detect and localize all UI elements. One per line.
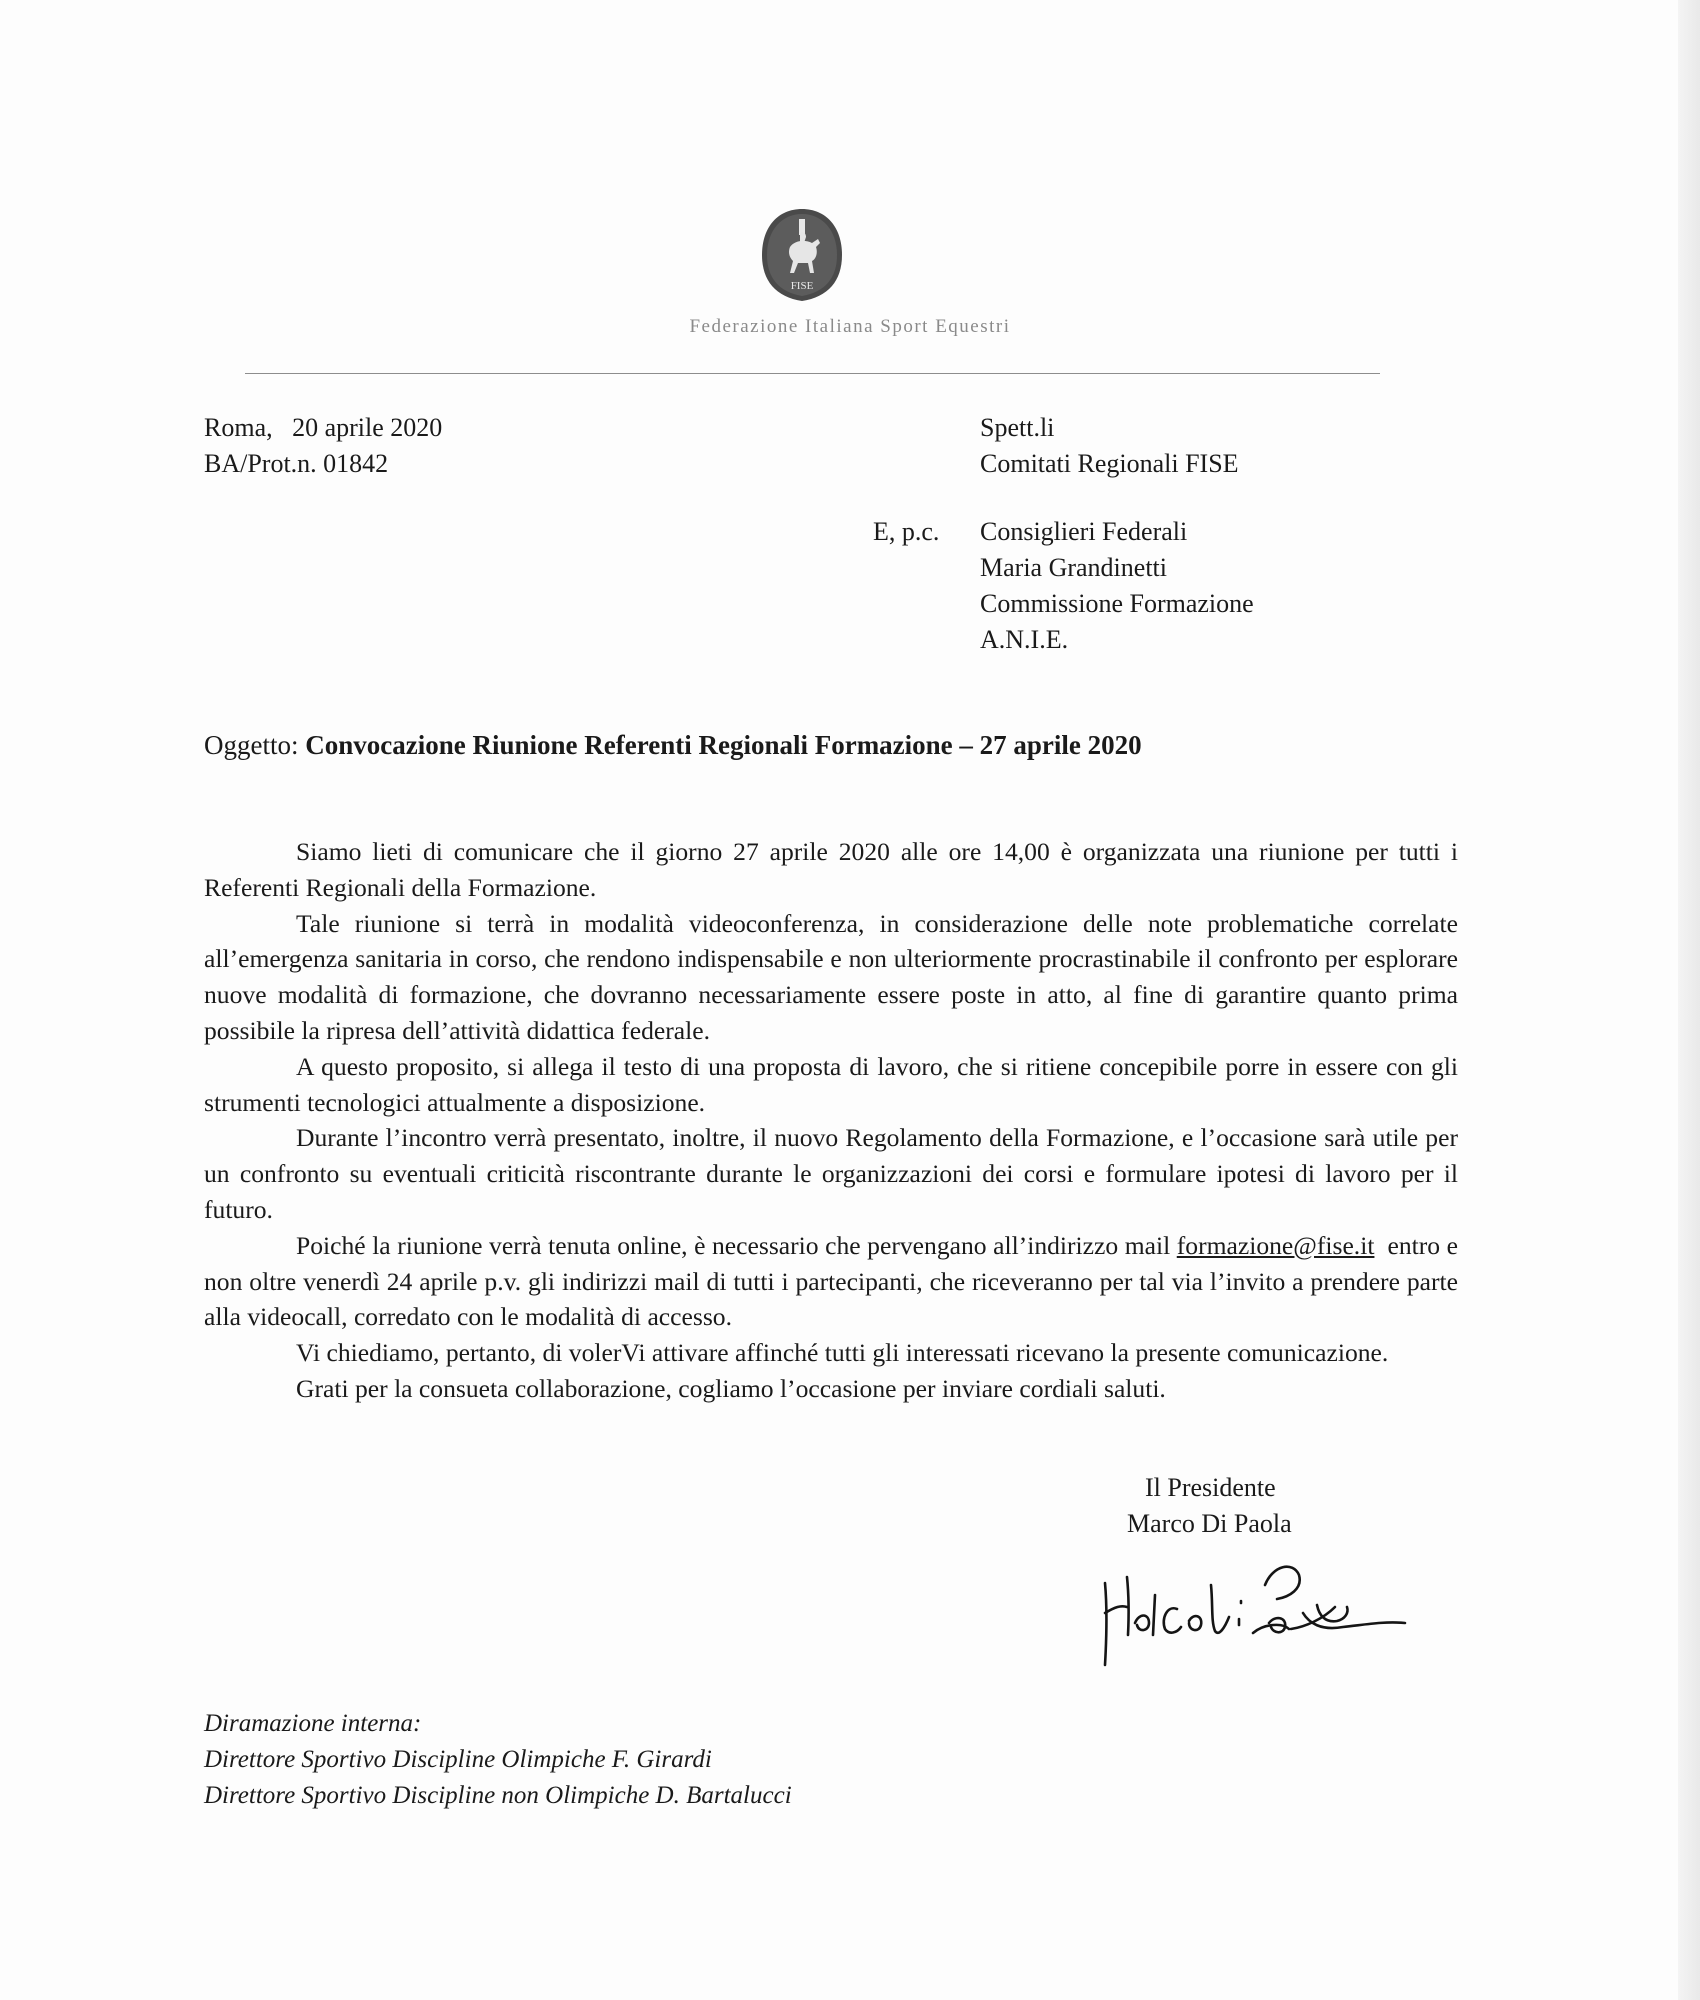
body-paragraph: Grati per la consueta collaborazione, cogliamo l’occasione per inviare cordiali saluti. <box>296 1373 1166 1403</box>
body-paragraph: Tale riunione si terrà in modalità videoconferenza, in considerazione delle note problematiche correlate all’emergenza sanitaria in corso, che rendono indispensabile e non ulteriormente procrastinabile il confronto per esplorare nuove modalità di formazione, che dovranno necessariamente essere poste in atto, al fine di garantire quanto prima possibile la ripresa dell’attività didattica federale. <box>204 908 1458 1045</box>
subject-line <box>204 727 1142 763</box>
cc-item: Maria Grandinetti <box>980 553 1167 582</box>
scan-edge <box>1678 0 1700 2000</box>
cc-item: Commissione Formazione <box>980 589 1254 618</box>
horse-rider-emblem-icon <box>760 207 844 303</box>
logo-text: FISE <box>790 280 814 292</box>
body-paragraph: Durante l’incontro verrà presentato, inoltre, il nuovo Regolamento della Formazione, e l’occasione sarà utile per un confronto su eventuali criticità riscontrante durante le organizzazioni dei corsi e formulare ipotesi di lavoro per il futuro. <box>204 1123 1458 1224</box>
cc-item: Consiglieri Federali <box>980 517 1188 546</box>
protocol-number: BA/Prot.n. 01842 <box>204 449 389 478</box>
body-paragraph: Siamo lieti di comunicare che il giorno 27 aprile 2020 alle ore 14,00 è organizzata una riunione per tutti i Referenti Regionali della Formazione. <box>204 837 1458 902</box>
signatory-name: Marco Di Paola <box>1127 1509 1292 1538</box>
letter-body <box>204 834 1465 1407</box>
recipient-line: Spett.li <box>980 413 1055 442</box>
email-link[interactable]: formazione@fise.it <box>1176 1230 1375 1260</box>
place-date: Roma, 20 aprile 2020 <box>204 413 443 442</box>
body-text: Poiché la riunione verrà tenuta online, è necessario che pervengano all’indirizzo mail <box>296 1230 1177 1260</box>
cc-label: E, p.c. <box>873 517 940 546</box>
internal-distribution-item: Direttore Sportivo Discipline Olimpiche F. Girardi <box>204 1746 712 1773</box>
subject-label: Oggetto: <box>204 730 299 760</box>
body-paragraph: Vi chiediamo, pertanto, di volerVi attivare affinché tutti gli interessati ricevano la presente comunicazione. <box>296 1338 1389 1368</box>
handwritten-signature <box>1093 1535 1413 1675</box>
signatory-title: Il Presidente <box>1145 1473 1276 1502</box>
federation-name: Federazione Italiana Sport Equestri <box>689 316 1011 337</box>
cc-block <box>873 514 1254 658</box>
body-paragraph: A questo proposito, si allega il testo di una proposta di lavoro, che si ritiene concepibile porre in essere con gli strumenti tecnologici attualmente a disposizione. <box>204 1051 1458 1117</box>
header-divider <box>245 373 1380 374</box>
body-text: entro e non oltre venerdì 24 aprile p.v. gli indirizzi mail di tutti i partecipanti, che riceveranno per tal via l’invito a prendere parte alla videocall, corredato con le modalità di accesso. <box>204 1230 1465 1332</box>
cc-list <box>980 514 1254 658</box>
cc-item: A.N.I.E. <box>980 625 1069 654</box>
body-paragraph <box>204 1228 1465 1335</box>
subject-text: Convocazione Riunione Referenti Regionali Formazione – 27 aprile 2020 <box>305 730 1142 760</box>
internal-distribution-item: Direttore Sportivo Discipline non Olimpiche D. Bartalucci <box>204 1782 792 1809</box>
recipients <box>980 410 1239 482</box>
internal-distribution <box>204 1706 792 1814</box>
recipient-line: Comitati Regionali FISE <box>980 449 1239 478</box>
internal-distribution-label: Diramazione interna: <box>204 1710 422 1737</box>
